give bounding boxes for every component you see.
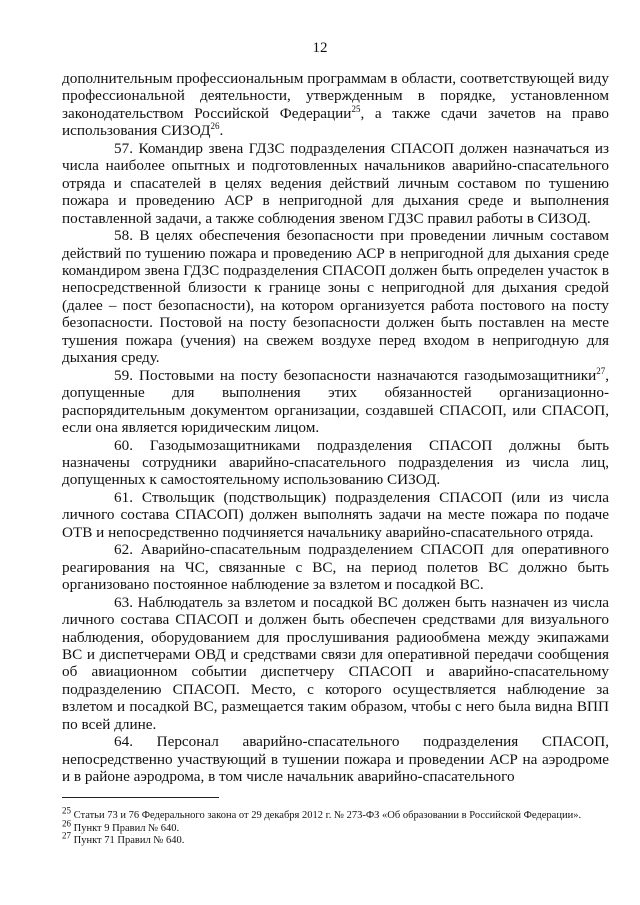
paragraph-59 <box>62 367 609 437</box>
paragraph-number: 59. <box>114 366 133 384</box>
paragraph-60 <box>62 437 609 489</box>
paragraph-text: . <box>219 122 224 140</box>
paragraph-number: 57. <box>114 139 133 157</box>
paragraph-text: Командир звена ГДЗС подразделения СПАСОП должен назначаться из числа наиболее опытных и подготовленных начальников аварийно-спасательного отряда и спасателей в целях ведения действий личным составом по тушению пожара и проведению АСР в непригодной для дыхания среде и выполнения поставленной задачи, а также соблюдения звеном ГДЗС правил работы в СИЗОД. <box>62 139 610 227</box>
paragraph-64 <box>62 733 609 785</box>
paragraph-text: В целях обеспечения безопасности при проведении личным составом действий по тушению пожара и проведению АСР в непригодной для дыхания среде командиром звена ГДЗС подразделения СПАСОП должен быть определен участок в непосредственной близости к границе зоны с непригодной для дыхания средой (далее – пост безопасности), на котором организуется работа постового на посту безопасности. Постовой на посту безопасности должен быть поставлен на месте тушения пожара (учения) на свежем воздухе перед входом в непригодную для дыхания среду. <box>62 227 609 367</box>
paragraph-text: дополнительным профессиональным программам в области, соответствующей виду профессиональной деятельности, утвержденным в порядке, установленном законодательством Российской Федерации <box>62 70 609 122</box>
paragraph-text: Газодымозащитниками подразделения СПАСОП должны быть назначены сотрудники аварийно-спасательного подразделения из числа лиц, допущенных к самостоятельному использованию СИЗОД. <box>62 436 610 489</box>
footnote-ref: 26 <box>210 121 220 132</box>
footnotes <box>62 805 622 848</box>
paragraph-number: 63. <box>114 593 133 611</box>
footnote-text: Статьи 73 и 76 Федерального закона от 29 декабря 2012 г. № 273-ФЗ «Об образовании в Российской Федерации». <box>71 810 582 821</box>
paragraph-text: , допущенные для выполнения этих обязанностей организационно-распорядительным документом организации, создавшей СПАСОП, или СПАСОП, если она является юридическим лицом. <box>62 366 610 437</box>
paragraph-number: 58. <box>114 227 133 245</box>
paragraph-63 <box>62 594 609 734</box>
paragraph-62 <box>62 541 609 593</box>
paragraph-text: , а также сдачи зачетов на право использования СИЗОД <box>62 104 609 140</box>
footnote-text: Пункт 71 Правил № 640. <box>71 835 185 846</box>
footnote-number: 27 <box>62 830 71 841</box>
paragraph-58 <box>62 227 609 367</box>
paragraph-number: 62. <box>114 541 133 559</box>
footnote-divider <box>62 797 219 798</box>
footnote-ref: 25 <box>351 103 361 114</box>
footnote-ref: 27 <box>596 365 606 376</box>
paragraph-text: Постовыми на посту безопасности назначаются газодымозащитники <box>139 366 597 384</box>
paragraph-57 <box>62 140 609 227</box>
footnote-25 <box>62 805 622 823</box>
footnote-26 <box>62 818 622 836</box>
footnote-27 <box>62 830 622 848</box>
paragraph-number: 64. <box>114 733 133 751</box>
paragraph-text: Ствольщик (подствольщик) подразделения СПАСОП (или из числа личного состава СПАСОП) должен выполнять задачи на месте пожара по подаче ОТВ и непосредственно подчиняется начальнику аварийно-спасательного отряда. <box>62 488 609 541</box>
paragraph-text: Наблюдатель за взлетом и посадкой ВС должен быть назначен из числа личного состава СПАСОП и должен быть обеспечен средствами для визуального наблюдения, оборудованием для прослушивания радиообмена между экипажами ВС и диспетчерами ОВД и средствами связи для оперативной передачи сообщения об авиационном событии диспетчеру СПАСОП и аварийно-спасательному подразделению СПАСОП. Место, с которого осуществляется наблюдение за взлетом и посадкой ВС, размещается таким образом, чтобы с него была видна ВПП по всей длине. <box>62 593 610 733</box>
paragraph-continuation <box>62 70 609 140</box>
paragraph-text: Персонал аварийно-спасательного подразделения СПАСОП, непосредственно участвующий в тушении пожара и проведении АСР на аэродроме и в районе аэродрома, в том числе начальник аварийно-спасательного <box>62 733 609 786</box>
paragraph-text: Аварийно-спасательным подразделением СПАСОП для оперативного реагирования на ЧС, связанные с ВС, на период полетов ВС должно быть организовано постоянное наблюдение за взлетом и посадкой ВС. <box>62 541 609 594</box>
footnote-number: 26 <box>62 818 71 828</box>
page-number: 12 <box>312 40 328 56</box>
body-text <box>62 70 609 786</box>
paragraph-number: 60. <box>114 436 133 454</box>
paragraph-61 <box>62 489 609 541</box>
paragraph-number: 61. <box>114 488 133 506</box>
footnote-text: Пункт 9 Правил № 640. <box>71 822 180 834</box>
footnote-number: 25 <box>62 805 71 816</box>
